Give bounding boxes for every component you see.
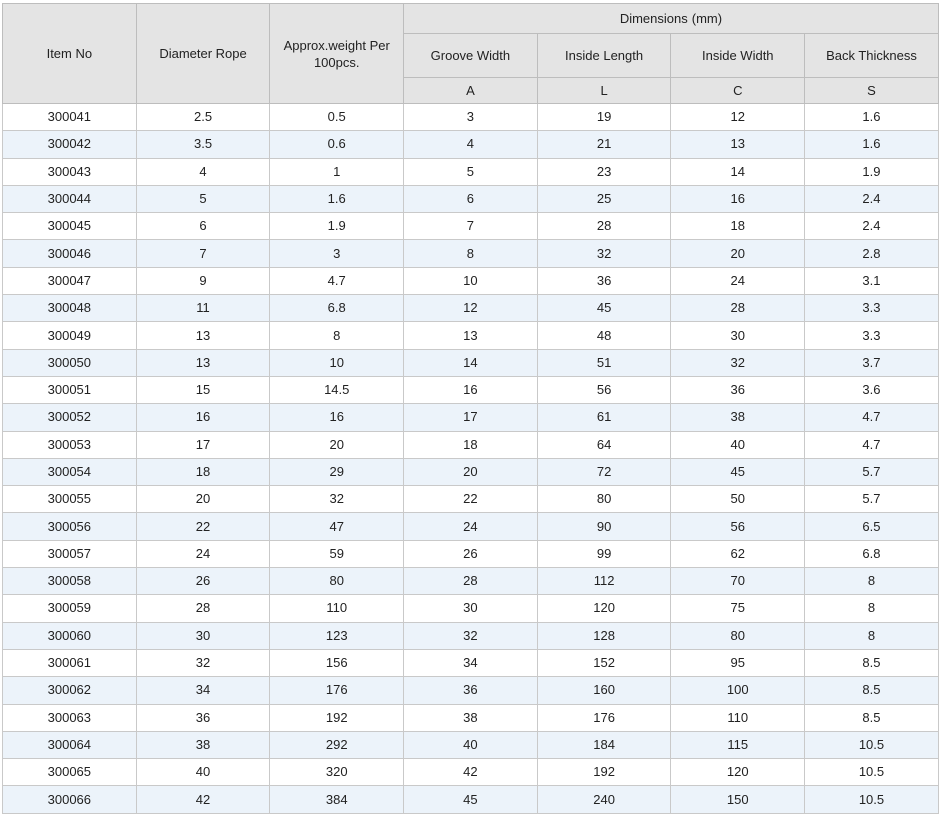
item-no-cell: 300053 xyxy=(3,431,137,458)
diameter-rope-cell: 42 xyxy=(136,786,270,813)
inside-length-cell: 240 xyxy=(537,786,671,813)
table-row xyxy=(3,104,939,131)
inside-length-cell: 45 xyxy=(537,295,671,322)
approx-weight-cell: 47 xyxy=(270,513,404,540)
inside-length-cell: 61 xyxy=(537,404,671,431)
back-thickness-cell: 5.7 xyxy=(805,486,939,513)
back-thickness-cell: 1.6 xyxy=(805,131,939,158)
header-row-top xyxy=(3,4,939,34)
approx-weight-cell: 320 xyxy=(270,759,404,786)
diameter-rope-cell: 11 xyxy=(136,295,270,322)
table-row xyxy=(3,213,939,240)
back-thickness-cell: 8.5 xyxy=(805,677,939,704)
back-thickness-cell: 8.5 xyxy=(805,704,939,731)
approx-weight-cell: 20 xyxy=(270,431,404,458)
inside-length-cell: 192 xyxy=(537,759,671,786)
table-row xyxy=(3,731,939,758)
inside-length-cell: 112 xyxy=(537,568,671,595)
back-thickness-cell: 1.9 xyxy=(805,158,939,185)
header-approx-weight: Approx.weight Per 100pcs. xyxy=(270,4,404,104)
inside-length-cell: 32 xyxy=(537,240,671,267)
approx-weight-cell: 110 xyxy=(270,595,404,622)
item-no-cell: 300065 xyxy=(3,759,137,786)
item-no-cell: 300061 xyxy=(3,649,137,676)
groove-width-cell: 28 xyxy=(404,568,538,595)
inside-length-cell: 19 xyxy=(537,104,671,131)
table-row xyxy=(3,376,939,403)
groove-width-cell: 24 xyxy=(404,513,538,540)
header-inside-length: Inside Length xyxy=(537,34,671,78)
inside-length-cell: 56 xyxy=(537,376,671,403)
table-row xyxy=(3,185,939,212)
back-thickness-cell: 8.5 xyxy=(805,649,939,676)
approx-weight-cell: 1.6 xyxy=(270,185,404,212)
table-row xyxy=(3,431,939,458)
item-no-cell: 300042 xyxy=(3,131,137,158)
inside-length-cell: 152 xyxy=(537,649,671,676)
inside-length-cell: 160 xyxy=(537,677,671,704)
table-row xyxy=(3,486,939,513)
header-symbol-l: L xyxy=(537,78,671,104)
approx-weight-cell: 3 xyxy=(270,240,404,267)
table-body xyxy=(3,104,939,814)
diameter-rope-cell: 32 xyxy=(136,649,270,676)
approx-weight-cell: 29 xyxy=(270,458,404,485)
approx-weight-cell: 4.7 xyxy=(270,267,404,294)
groove-width-cell: 30 xyxy=(404,595,538,622)
groove-width-cell: 3 xyxy=(404,104,538,131)
header-groove-width: Groove Width xyxy=(404,34,538,78)
inside-length-cell: 51 xyxy=(537,349,671,376)
diameter-rope-cell: 3.5 xyxy=(136,131,270,158)
diameter-rope-cell: 38 xyxy=(136,731,270,758)
header-item-no: Item No xyxy=(3,4,137,104)
inside-length-cell: 25 xyxy=(537,185,671,212)
table-row xyxy=(3,649,939,676)
inside-width-cell: 36 xyxy=(671,376,805,403)
groove-width-cell: 14 xyxy=(404,349,538,376)
inside-width-cell: 50 xyxy=(671,486,805,513)
groove-width-cell: 38 xyxy=(404,704,538,731)
diameter-rope-cell: 7 xyxy=(136,240,270,267)
groove-width-cell: 22 xyxy=(404,486,538,513)
approx-weight-cell: 1.9 xyxy=(270,213,404,240)
item-no-cell: 300063 xyxy=(3,704,137,731)
inside-width-cell: 18 xyxy=(671,213,805,240)
groove-width-cell: 36 xyxy=(404,677,538,704)
item-no-cell: 300041 xyxy=(3,104,137,131)
diameter-rope-cell: 30 xyxy=(136,622,270,649)
item-no-cell: 300062 xyxy=(3,677,137,704)
inside-length-cell: 64 xyxy=(537,431,671,458)
groove-width-cell: 17 xyxy=(404,404,538,431)
item-no-cell: 300052 xyxy=(3,404,137,431)
approx-weight-cell: 1 xyxy=(270,158,404,185)
groove-width-cell: 26 xyxy=(404,540,538,567)
diameter-rope-cell: 18 xyxy=(136,458,270,485)
item-no-cell: 300057 xyxy=(3,540,137,567)
diameter-rope-cell: 4 xyxy=(136,158,270,185)
diameter-rope-cell: 22 xyxy=(136,513,270,540)
header-dimensions-label: Dimensions xyxy=(619,11,688,26)
inside-width-cell: 28 xyxy=(671,295,805,322)
back-thickness-cell: 3.1 xyxy=(805,267,939,294)
inside-length-cell: 21 xyxy=(537,131,671,158)
diameter-rope-cell: 13 xyxy=(136,322,270,349)
diameter-rope-cell: 34 xyxy=(136,677,270,704)
back-thickness-cell: 4.7 xyxy=(805,431,939,458)
diameter-rope-cell: 40 xyxy=(136,759,270,786)
approx-weight-cell: 292 xyxy=(270,731,404,758)
table-row xyxy=(3,513,939,540)
groove-width-cell: 5 xyxy=(404,158,538,185)
item-no-cell: 300050 xyxy=(3,349,137,376)
approx-weight-cell: 80 xyxy=(270,568,404,595)
item-no-cell: 300066 xyxy=(3,786,137,813)
approx-weight-cell: 59 xyxy=(270,540,404,567)
item-no-cell: 300060 xyxy=(3,622,137,649)
header-symbol-a: A xyxy=(404,78,538,104)
table-row xyxy=(3,786,939,813)
diameter-rope-cell: 9 xyxy=(136,267,270,294)
inside-width-cell: 56 xyxy=(671,513,805,540)
item-no-cell: 300048 xyxy=(3,295,137,322)
table-row xyxy=(3,267,939,294)
inside-length-cell: 36 xyxy=(537,267,671,294)
item-no-cell: 300064 xyxy=(3,731,137,758)
back-thickness-cell: 10.5 xyxy=(805,786,939,813)
groove-width-cell: 20 xyxy=(404,458,538,485)
inside-length-cell: 23 xyxy=(537,158,671,185)
table-row xyxy=(3,404,939,431)
inside-width-cell: 20 xyxy=(671,240,805,267)
groove-width-cell: 40 xyxy=(404,731,538,758)
approx-weight-cell: 0.5 xyxy=(270,104,404,131)
groove-width-cell: 18 xyxy=(404,431,538,458)
groove-width-cell: 32 xyxy=(404,622,538,649)
spec-table-container xyxy=(2,3,938,814)
back-thickness-cell: 6.8 xyxy=(805,540,939,567)
inside-width-cell: 30 xyxy=(671,322,805,349)
table-row xyxy=(3,595,939,622)
back-thickness-cell: 8 xyxy=(805,568,939,595)
inside-width-cell: 13 xyxy=(671,131,805,158)
back-thickness-cell: 6.5 xyxy=(805,513,939,540)
inside-length-cell: 28 xyxy=(537,213,671,240)
back-thickness-cell: 3.6 xyxy=(805,376,939,403)
groove-width-cell: 7 xyxy=(404,213,538,240)
diameter-rope-cell: 26 xyxy=(136,568,270,595)
header-dimensions xyxy=(404,4,939,34)
inside-width-cell: 75 xyxy=(671,595,805,622)
header-symbol-c: C xyxy=(671,78,805,104)
groove-width-cell: 16 xyxy=(404,376,538,403)
inside-width-cell: 62 xyxy=(671,540,805,567)
inside-width-cell: 150 xyxy=(671,786,805,813)
inside-width-cell: 80 xyxy=(671,622,805,649)
back-thickness-cell: 2.8 xyxy=(805,240,939,267)
item-no-cell: 300047 xyxy=(3,267,137,294)
inside-width-cell: 40 xyxy=(671,431,805,458)
table-header xyxy=(3,4,939,104)
groove-width-cell: 13 xyxy=(404,322,538,349)
inside-width-cell: 100 xyxy=(671,677,805,704)
diameter-rope-cell: 16 xyxy=(136,404,270,431)
item-no-cell: 300055 xyxy=(3,486,137,513)
inside-width-cell: 45 xyxy=(671,458,805,485)
groove-width-cell: 34 xyxy=(404,649,538,676)
inside-width-cell: 120 xyxy=(671,759,805,786)
inside-length-cell: 48 xyxy=(537,322,671,349)
back-thickness-cell: 4.7 xyxy=(805,404,939,431)
spec-table xyxy=(2,3,939,814)
table-row xyxy=(3,322,939,349)
back-thickness-cell: 10.5 xyxy=(805,731,939,758)
item-no-cell: 300054 xyxy=(3,458,137,485)
diameter-rope-cell: 5 xyxy=(136,185,270,212)
approx-weight-cell: 32 xyxy=(270,486,404,513)
inside-width-cell: 14 xyxy=(671,158,805,185)
inside-width-cell: 70 xyxy=(671,568,805,595)
table-row xyxy=(3,349,939,376)
back-thickness-cell: 3.7 xyxy=(805,349,939,376)
diameter-rope-cell: 17 xyxy=(136,431,270,458)
inside-length-cell: 120 xyxy=(537,595,671,622)
table-row xyxy=(3,677,939,704)
back-thickness-cell: 8 xyxy=(805,622,939,649)
header-dimensions-unit: (mm) xyxy=(691,11,723,26)
inside-length-cell: 128 xyxy=(537,622,671,649)
diameter-rope-cell: 28 xyxy=(136,595,270,622)
approx-weight-cell: 16 xyxy=(270,404,404,431)
item-no-cell: 300059 xyxy=(3,595,137,622)
item-no-cell: 300056 xyxy=(3,513,137,540)
table-row xyxy=(3,568,939,595)
approx-weight-cell: 8 xyxy=(270,322,404,349)
table-row xyxy=(3,622,939,649)
groove-width-cell: 12 xyxy=(404,295,538,322)
table-row xyxy=(3,704,939,731)
item-no-cell: 300044 xyxy=(3,185,137,212)
item-no-cell: 300043 xyxy=(3,158,137,185)
approx-weight-cell: 192 xyxy=(270,704,404,731)
inside-width-cell: 16 xyxy=(671,185,805,212)
inside-width-cell: 95 xyxy=(671,649,805,676)
back-thickness-cell: 1.6 xyxy=(805,104,939,131)
back-thickness-cell: 5.7 xyxy=(805,458,939,485)
back-thickness-cell: 2.4 xyxy=(805,213,939,240)
header-inside-width: Inside Width xyxy=(671,34,805,78)
inside-length-cell: 99 xyxy=(537,540,671,567)
groove-width-cell: 4 xyxy=(404,131,538,158)
approx-weight-cell: 123 xyxy=(270,622,404,649)
diameter-rope-cell: 15 xyxy=(136,376,270,403)
inside-length-cell: 80 xyxy=(537,486,671,513)
inside-width-cell: 12 xyxy=(671,104,805,131)
table-row xyxy=(3,458,939,485)
table-row xyxy=(3,540,939,567)
approx-weight-cell: 10 xyxy=(270,349,404,376)
diameter-rope-cell: 2.5 xyxy=(136,104,270,131)
diameter-rope-cell: 13 xyxy=(136,349,270,376)
back-thickness-cell: 3.3 xyxy=(805,322,939,349)
inside-length-cell: 176 xyxy=(537,704,671,731)
item-no-cell: 300045 xyxy=(3,213,137,240)
diameter-rope-cell: 36 xyxy=(136,704,270,731)
inside-width-cell: 38 xyxy=(671,404,805,431)
item-no-cell: 300049 xyxy=(3,322,137,349)
table-row xyxy=(3,759,939,786)
inside-width-cell: 110 xyxy=(671,704,805,731)
header-diameter-rope: Diameter Rope xyxy=(136,4,270,104)
back-thickness-cell: 2.4 xyxy=(805,185,939,212)
approx-weight-cell: 0.6 xyxy=(270,131,404,158)
groove-width-cell: 10 xyxy=(404,267,538,294)
inside-width-cell: 115 xyxy=(671,731,805,758)
groove-width-cell: 45 xyxy=(404,786,538,813)
approx-weight-cell: 14.5 xyxy=(270,376,404,403)
item-no-cell: 300058 xyxy=(3,568,137,595)
approx-weight-cell: 156 xyxy=(270,649,404,676)
item-no-cell: 300051 xyxy=(3,376,137,403)
inside-length-cell: 184 xyxy=(537,731,671,758)
approx-weight-cell: 176 xyxy=(270,677,404,704)
back-thickness-cell: 8 xyxy=(805,595,939,622)
inside-width-cell: 32 xyxy=(671,349,805,376)
header-symbol-s: S xyxy=(805,78,939,104)
inside-width-cell: 24 xyxy=(671,267,805,294)
inside-length-cell: 90 xyxy=(537,513,671,540)
header-back-thickness: Back Thickness xyxy=(805,34,939,78)
inside-length-cell: 72 xyxy=(537,458,671,485)
table-row xyxy=(3,158,939,185)
table-row xyxy=(3,131,939,158)
diameter-rope-cell: 24 xyxy=(136,540,270,567)
groove-width-cell: 8 xyxy=(404,240,538,267)
table-row xyxy=(3,240,939,267)
groove-width-cell: 6 xyxy=(404,185,538,212)
item-no-cell: 300046 xyxy=(3,240,137,267)
diameter-rope-cell: 20 xyxy=(136,486,270,513)
approx-weight-cell: 384 xyxy=(270,786,404,813)
approx-weight-cell: 6.8 xyxy=(270,295,404,322)
groove-width-cell: 42 xyxy=(404,759,538,786)
back-thickness-cell: 10.5 xyxy=(805,759,939,786)
diameter-rope-cell: 6 xyxy=(136,213,270,240)
table-row xyxy=(3,295,939,322)
back-thickness-cell: 3.3 xyxy=(805,295,939,322)
